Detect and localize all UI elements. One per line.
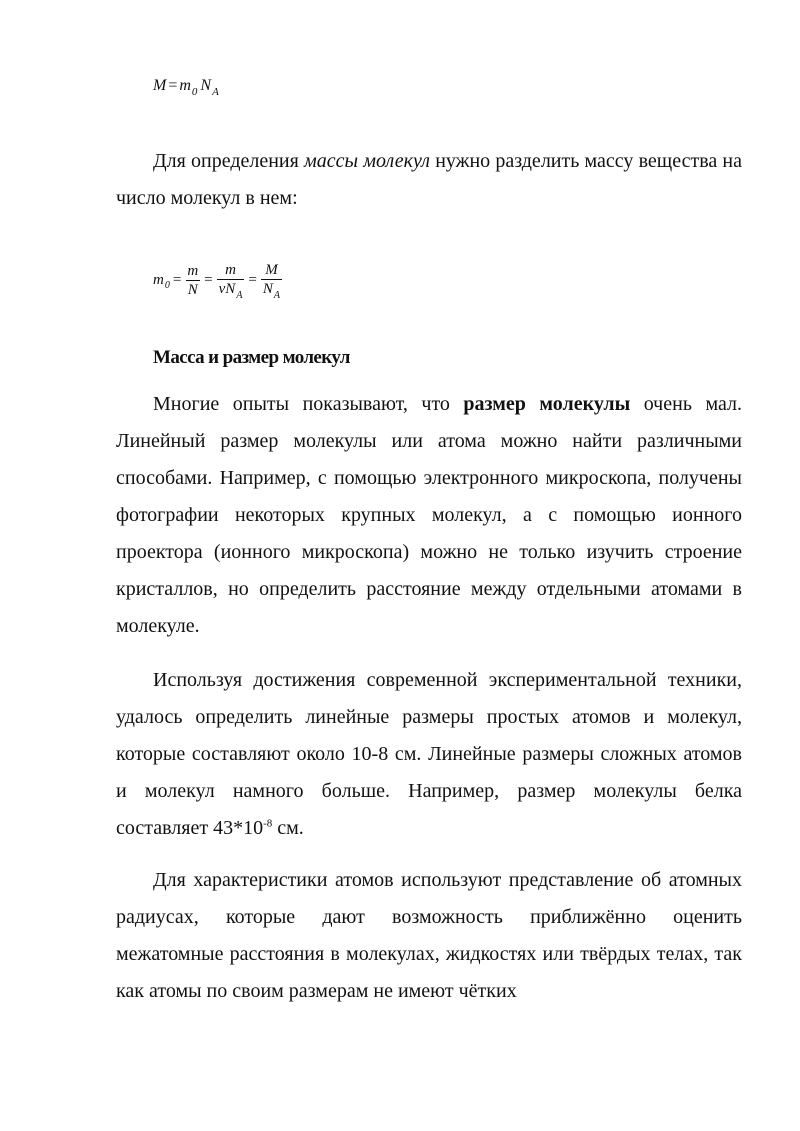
- formula-symbol: N: [200, 77, 212, 94]
- formula-subscript: A: [236, 289, 243, 301]
- formula-symbol: m: [153, 271, 164, 288]
- emphasis-text: массы молекул: [304, 150, 431, 172]
- fraction-denominator: N: [187, 281, 198, 298]
- formula-subscript: A: [212, 86, 219, 98]
- formula-fraction: [185, 262, 200, 299]
- section-heading: Масса и размер молекул: [153, 347, 350, 368]
- superscript-text: -8: [263, 817, 273, 830]
- paragraph-atomic-radii: Для характеристики атомов используют представление об атомных радиусах, которые дают возможность приближённо оценить межатомные расстояния в молекулах, жидкостях или твёрдых телах, так как атомы по своим размерам не имеют чётких: [116, 869, 742, 1002]
- paragraph-text: очень мал. Линейный размер молекулы или атома можно найти различными способами. Например, с помощью электронного микроскопа, получены фотографии некоторых крупных молекул, а с помощью ионного проектора (ионного микроскопа) можно не только изучить строение кристаллов, но определить расстояние между отдельными атомами в молекуле.: [116, 393, 742, 637]
- formula-symbol: M: [153, 77, 167, 94]
- fraction-numerator: m: [187, 262, 199, 279]
- paragraph-molecule-size: [116, 386, 742, 645]
- fraction-denominator: [261, 279, 282, 300]
- formula-equals: =: [168, 77, 178, 94]
- formula-fraction: [217, 261, 245, 300]
- formula-symbol: N: [225, 280, 236, 297]
- formula-symbol: N: [262, 280, 273, 297]
- formula-molecule-mass: [153, 258, 283, 302]
- formula-subscript: A: [273, 289, 281, 301]
- formula-equals: =: [248, 271, 257, 288]
- formula-molar-mass: [153, 76, 219, 97]
- paragraph-experimental-technique: [116, 662, 742, 847]
- formula-equals: =: [172, 271, 182, 288]
- formula-symbol: m: [179, 77, 191, 94]
- paragraph-text: нужно разделить массу вещества на число молекул в нем:: [116, 150, 743, 209]
- paragraph-text: Используя достижения современной экспериментальной техники, удалось определить линейные размеры простых атомов и молекул, которые составляют около 10-8 см. Линейные размеры сложных атомов и молекул намного больше. Например, размер молекулы белка составляет 43*10: [116, 669, 742, 839]
- bold-text: размер молекулы: [463, 393, 631, 415]
- formula-symbol: ν: [218, 280, 226, 297]
- formula-subscript: 0: [164, 279, 170, 291]
- paragraph-text: Для определения: [153, 150, 305, 172]
- formula-fraction: [261, 261, 282, 300]
- paragraph-text: см.: [272, 817, 304, 839]
- fraction-denominator: [217, 279, 245, 300]
- fraction-numerator: m: [225, 261, 236, 278]
- fraction-numerator: M: [265, 261, 278, 278]
- paragraph-molecule-mass: [116, 143, 742, 217]
- formula-equals: =: [204, 271, 213, 288]
- formula-subscript: 0: [191, 86, 198, 98]
- paragraph-text: Многие опыты показывают, что: [153, 393, 464, 415]
